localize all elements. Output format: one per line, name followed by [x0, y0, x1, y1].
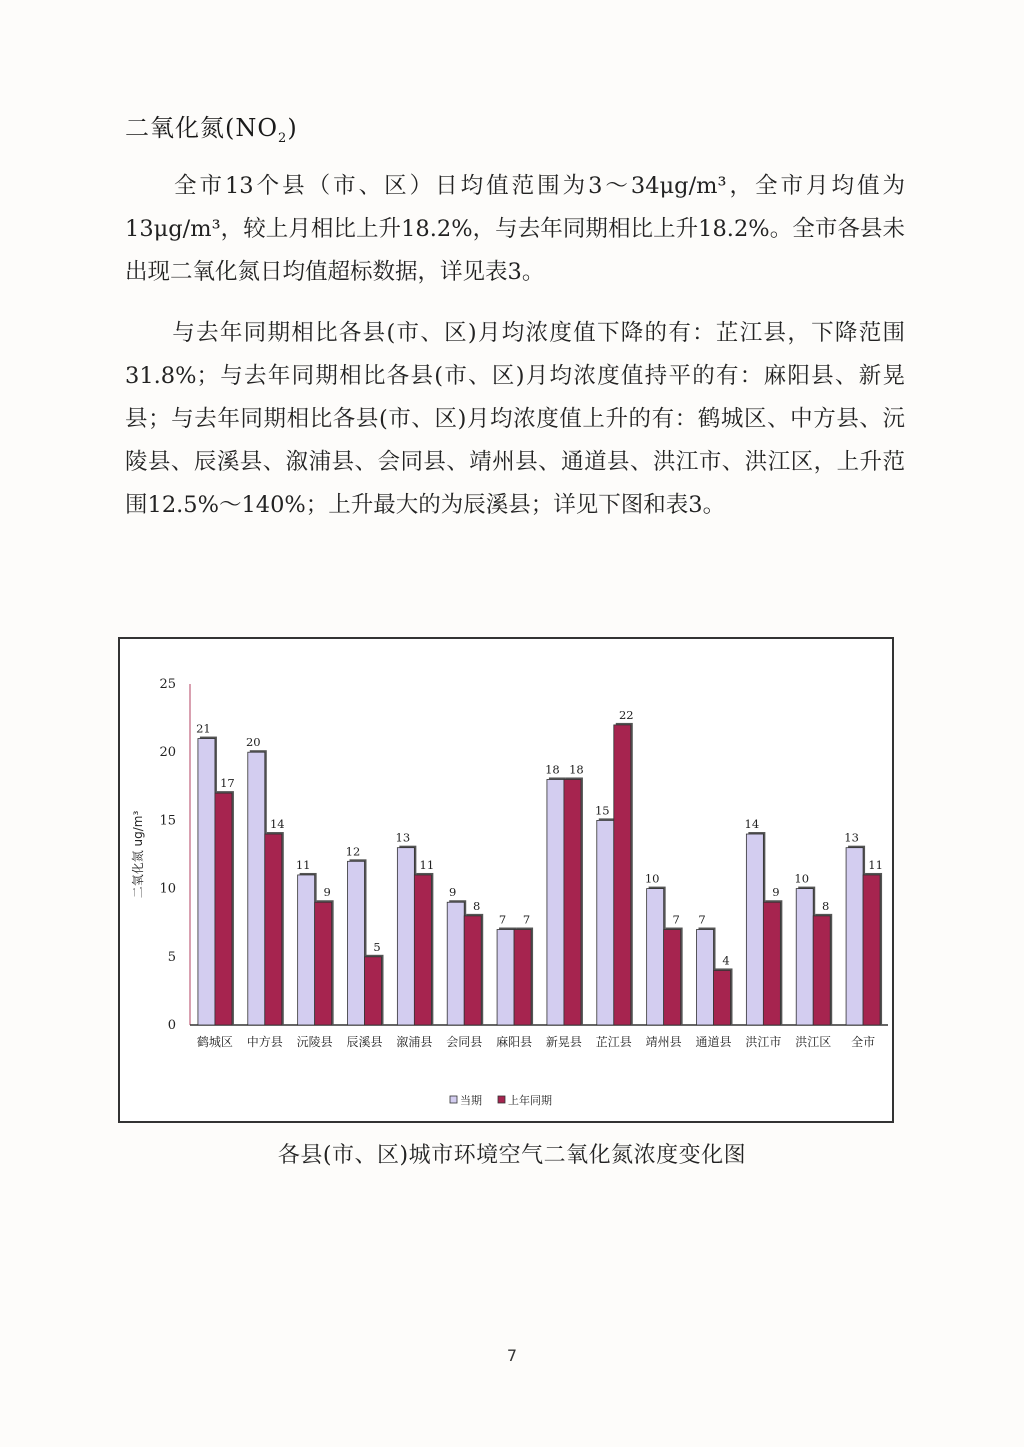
bar-current: [647, 889, 664, 1025]
bar-value-label: 13: [844, 830, 859, 845]
y-tick-label: 15: [159, 813, 176, 829]
paragraph-comparison: 与去年同期相比各县(市、区)月均浓度值下降的有：芷江县，下降范围31.8%；与去年同期相比各县(市、区)月均浓度值持平的有：麻阳县、新晃县；与去年同期相比各县(市、区)月均浓度值上升的有：鹤城区、中方县、沅陵县、辰溪县、溆浦县、会同县、靖州县、通道县、洪江市、洪江区，上升范围12.5%～140%；上升最大的为辰溪县；详见下图和表3。: [125, 320, 905, 518]
chart-caption: 各县(市、区)城市环境空气二氧化氮浓度变化图: [277, 1143, 747, 1168]
x-category-label: 中方县: [246, 1035, 283, 1049]
bar-last-year: [265, 834, 282, 1025]
bar-value-label: 18: [569, 762, 584, 777]
chart-svg: [120, 639, 892, 1121]
x-category-label: 全市: [851, 1035, 876, 1049]
x-category-label: 鹤城区: [196, 1035, 233, 1049]
bar-last-year: [763, 902, 780, 1025]
bar-value-label: 7: [672, 912, 680, 927]
bar-current: [796, 889, 813, 1025]
bar-value-label: 8: [473, 898, 481, 913]
bar-value-label: 7: [498, 912, 507, 927]
y-tick-label: 20: [159, 745, 176, 761]
bar-value-label: 9: [772, 885, 780, 900]
y-tick-label: 10: [159, 881, 176, 897]
x-category-label: 通道县: [695, 1035, 732, 1049]
bar-last-year: [414, 875, 431, 1025]
y-tick-label: 5: [167, 949, 176, 965]
bar-value-label: 21: [196, 721, 211, 736]
bar-current: [547, 779, 564, 1025]
bar-value-label: 7: [522, 912, 531, 927]
bar-current: [198, 739, 215, 1025]
bar-value-label: 10: [794, 871, 810, 886]
bar-value-label: 15: [594, 803, 610, 818]
legend-label: 上年同期: [508, 1094, 552, 1107]
bar-value-label: 22: [618, 707, 634, 722]
page-number: 7: [506, 1346, 518, 1365]
bar-current: [846, 848, 863, 1025]
bar-value-label: 20: [245, 735, 261, 750]
bar-current: [597, 820, 614, 1025]
bar-value-label: 14: [269, 817, 285, 832]
bar-current: [697, 930, 714, 1025]
bar-value-label: 9: [449, 885, 457, 900]
x-category-label: 芷江县: [595, 1035, 632, 1049]
x-category-label: 洪江区: [795, 1035, 832, 1049]
y-tick-label: 25: [159, 677, 176, 692]
bar-current: [348, 861, 365, 1025]
y-tick-label: 0: [167, 1018, 176, 1033]
bar-current: [298, 875, 315, 1025]
x-category-label: 辰溪县: [346, 1035, 383, 1049]
section-heading: 二氧化氮$(NO_2)$: [125, 114, 298, 146]
bar-last-year: [714, 970, 731, 1025]
y-axis-label: 二氧化氮 ug/m³: [131, 810, 145, 899]
bar-current: [746, 834, 763, 1025]
bar-value-label: 5: [373, 939, 381, 954]
bar-last-year: [514, 930, 531, 1025]
bar-value-label: 11: [419, 857, 435, 872]
x-category-label: 靖州县: [645, 1035, 682, 1049]
bar-value-label: 11: [295, 857, 311, 872]
paragraph-summary: 全市13个县（市、区）日均值范围为3～34μg/m³，全市月均值为13μg/m³，较上月相比上升18.2%，与去年同期相比上升18.2%。全市各县未出现二氧化氮日均值超标数据，详见表3。: [125, 173, 905, 285]
bar-value-label: 10: [644, 871, 660, 886]
bar-last-year: [215, 793, 232, 1025]
bar-value-label: 11: [868, 857, 883, 872]
x-category-label: 溆浦县: [396, 1035, 433, 1049]
x-category-label: 会同县: [446, 1035, 483, 1049]
bar-value-label: 12: [345, 844, 361, 859]
bar-value-label: 4: [722, 953, 730, 968]
no2-bar-chart: [118, 637, 894, 1123]
x-category-label: 麻阳县: [496, 1035, 533, 1049]
bar-last-year: [564, 779, 581, 1025]
legend-swatch: [450, 1096, 457, 1103]
bar-value-label: 13: [395, 830, 411, 845]
bar-last-year: [664, 930, 681, 1025]
bar-value-label: 17: [220, 776, 235, 791]
bar-last-year: [365, 957, 382, 1025]
bar-current: [248, 752, 265, 1025]
bar-last-year: [813, 916, 830, 1025]
bar-last-year: [464, 916, 481, 1025]
legend-label: 当期: [460, 1094, 482, 1107]
bar-current: [497, 930, 514, 1025]
bar-last-year: [614, 725, 631, 1025]
bar-value-label: 9: [323, 885, 331, 900]
x-category-label: 新晃县: [545, 1035, 582, 1049]
bar-last-year: [863, 875, 880, 1025]
bar-value-label: 8: [822, 898, 830, 913]
bar-value-label: 14: [744, 817, 760, 832]
bar-current: [447, 902, 464, 1025]
bar-last-year: [315, 902, 332, 1025]
bar-value-label: 7: [698, 912, 706, 927]
bar-value-label: 18: [545, 762, 560, 777]
legend-swatch: [498, 1096, 505, 1103]
bar-current: [397, 848, 414, 1025]
x-category-label: 沅陵县: [296, 1035, 333, 1049]
x-category-label: 洪江市: [745, 1035, 782, 1049]
